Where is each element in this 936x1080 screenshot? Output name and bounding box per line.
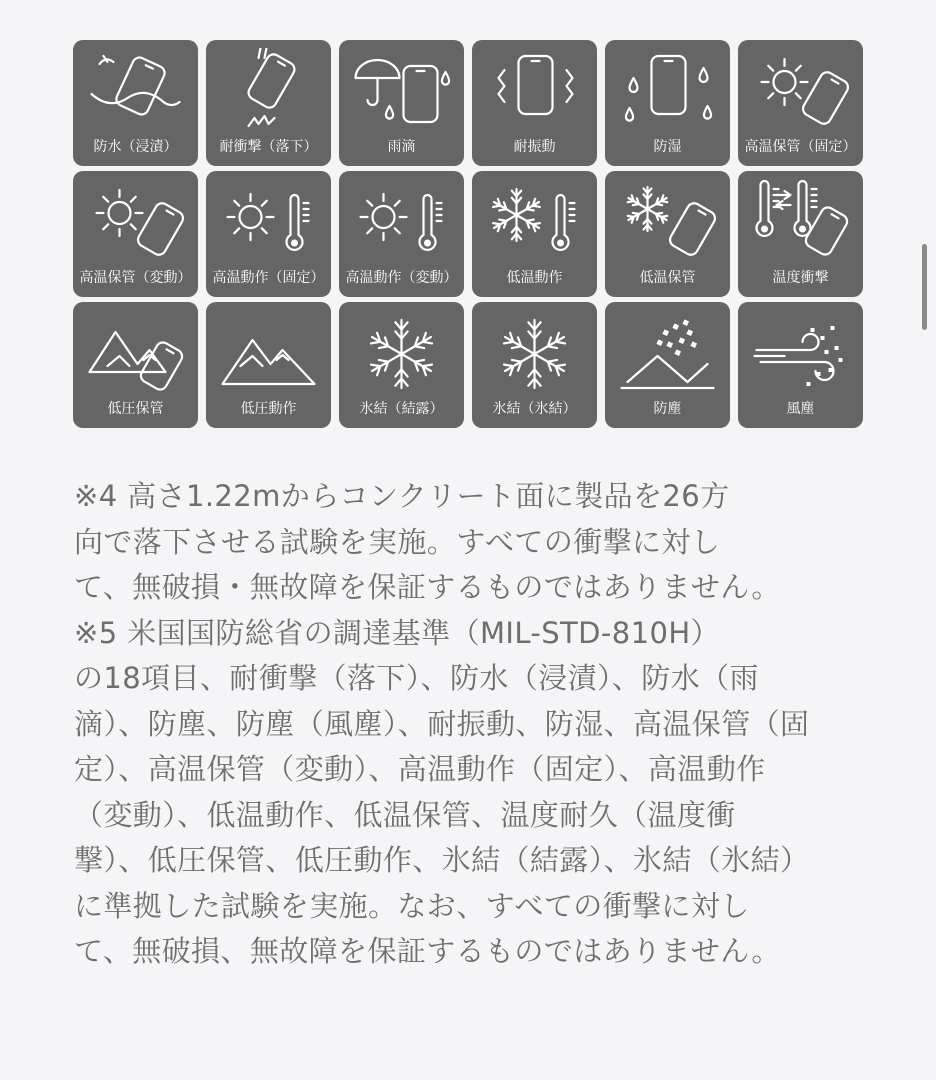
water-immersion-icon	[85, 48, 186, 134]
test-tile	[73, 171, 198, 297]
footnote-line: ※4 高さ1.22mからコンクリート面に製品を26方	[74, 479, 730, 513]
test-tile	[472, 171, 597, 297]
tile-label: 低圧保管	[107, 401, 164, 417]
high-temp-operation-variable-icon	[351, 179, 452, 265]
humidity-icon	[617, 48, 718, 134]
test-tile	[339, 40, 464, 166]
footnote-line: て、無破損、無故障を保証するものではありません。	[74, 934, 781, 968]
test-tile	[206, 302, 331, 428]
tile-label: 雨滴	[387, 139, 416, 155]
footnote-line: て、無破損・無故障を保証するものではありません。	[74, 570, 781, 604]
tile-label: 低温保管	[639, 270, 696, 286]
footnote-line: の18項目、耐衝撃（落下）、防水（浸漬）、防水（雨	[74, 661, 759, 695]
vibration-icon	[484, 48, 585, 134]
tile-label: 防塵	[653, 401, 682, 417]
test-tile	[339, 302, 464, 428]
test-tile	[73, 302, 198, 428]
footnote-line: 撃）、低圧保管、低圧動作、氷結（結露）、氷結（氷結）	[74, 843, 810, 877]
test-tile	[738, 171, 863, 297]
tile-label: 氷結（氷結）	[492, 401, 577, 417]
tile-label: 高温動作（変動）	[345, 270, 458, 286]
drop-shock-icon	[218, 48, 319, 134]
footnote-line: 滴）、防塵、防塵（風塵）、耐振動、防湿、高温保管（固	[74, 706, 810, 741]
footnotes	[74, 474, 864, 975]
tile-label: 高温動作（固定）	[212, 270, 325, 286]
low-pressure-operation-icon	[218, 310, 319, 396]
test-tile	[472, 40, 597, 166]
low-temp-storage-icon	[617, 179, 718, 265]
test-tile	[605, 40, 730, 166]
test-tile	[339, 171, 464, 297]
footnote-line: に準拠した試験を実施。なお、すべての衝撃に対し	[74, 888, 750, 923]
rain-icon	[351, 48, 452, 134]
footnote-line: ※5 米国国防総省の調達基準（MIL-STD-810H）	[74, 615, 720, 650]
high-temp-operation-fixed-icon	[218, 179, 319, 265]
tile-label: 耐衝撃（落下）	[219, 139, 318, 155]
temperature-shock-icon	[750, 179, 851, 265]
test-icon-grid	[73, 40, 863, 428]
scrollbar-thumb[interactable]	[922, 244, 927, 330]
low-temp-operation-icon	[484, 179, 585, 265]
wind-dust-icon	[750, 310, 851, 396]
tile-label: 防水（浸漬）	[93, 139, 178, 155]
test-tile	[472, 302, 597, 428]
high-temp-storage-fixed-icon	[750, 48, 851, 134]
test-tile	[605, 302, 730, 428]
tile-label: 防湿	[653, 139, 682, 155]
tile-label: 低温動作	[506, 270, 563, 286]
tile-label: 温度衝撃	[772, 270, 829, 286]
footnote-line: 定）、高温保管（変動）、高温動作（固定）、高温動作	[74, 752, 766, 786]
freeze-condensation-icon	[351, 310, 452, 396]
test-tile	[738, 302, 863, 428]
test-tile	[206, 171, 331, 297]
high-temp-storage-variable-icon	[85, 179, 186, 265]
footnote-line: 向で落下させる試験を実施。すべての衝撃に対し	[74, 524, 721, 559]
tile-label: 高温保管（変動）	[79, 270, 192, 286]
test-tile	[738, 40, 863, 166]
dust-icon	[617, 310, 718, 396]
tile-label: 氷結（結露）	[359, 401, 444, 417]
tile-label: 耐振動	[513, 139, 556, 155]
test-tile	[73, 40, 198, 166]
footnote-line: （変動）、低温動作、低温保管、温度耐久（温度衝	[74, 797, 736, 832]
low-pressure-storage-icon	[85, 310, 186, 396]
tile-label: 低圧動作	[240, 401, 297, 417]
test-tile	[206, 40, 331, 166]
freeze-icing-icon	[484, 310, 585, 396]
tile-label: 風塵	[786, 401, 815, 417]
tile-label: 高温保管（固定）	[744, 139, 857, 155]
test-tile	[605, 171, 730, 297]
